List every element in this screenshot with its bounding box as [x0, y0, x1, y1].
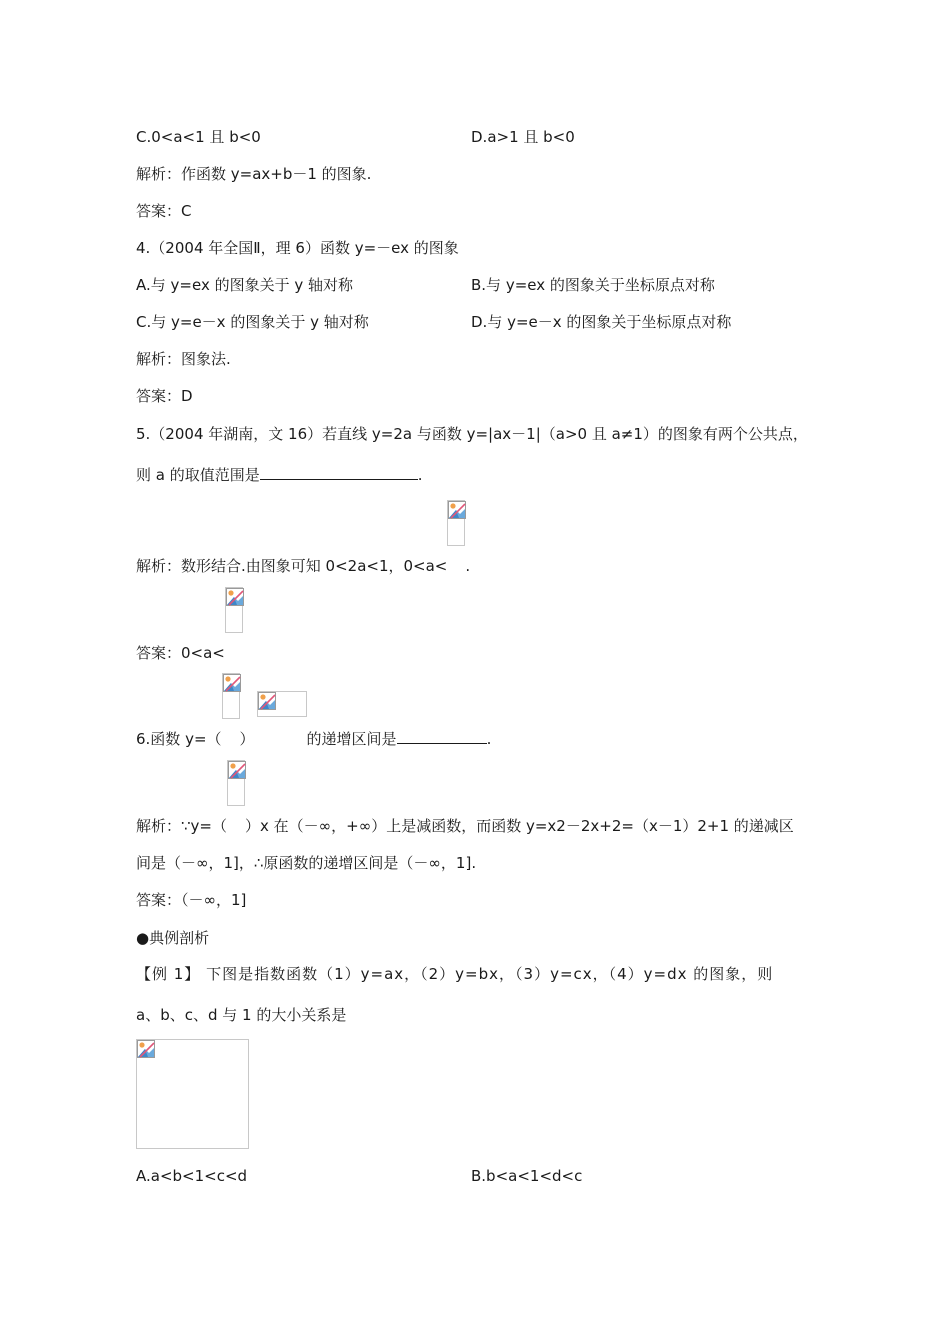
period: . — [465, 557, 471, 575]
analysis-q6-cont: 间是（－∞，1]，∴原函数的递增区间是（－∞，1]. — [136, 854, 477, 872]
option-b-q4: B.与 y=ex 的图象关于坐标原点对称 — [471, 276, 715, 294]
question-5-cont — [136, 465, 423, 485]
broken-image-icon — [223, 674, 241, 692]
exponent-image — [257, 691, 307, 717]
formula-image — [227, 760, 245, 806]
option-a-ex1: A.a<b<1<c<d — [136, 1167, 248, 1185]
example-1-cont: a、b、c、d 与 1 的大小关系是 — [136, 1006, 347, 1024]
answer-blank — [260, 465, 418, 480]
question-6 — [136, 673, 492, 748]
answer-q3: 答案：C — [136, 202, 192, 220]
question-5: 5.（2004 年湖南，文 16）若直线 y=2a 与函数 y=|ax－1|（a>0 且 a≠1）的图象有两个公共点， — [136, 425, 808, 443]
option-d-q4: D.与 y=e－x 的图象关于坐标原点对称 — [471, 313, 732, 331]
option-c-q4: C.与 y=e－x 的图象关于 y 轴对称 — [136, 313, 369, 331]
paren-close: ） — [239, 730, 255, 748]
analysis-q3: 解析：作函数 y=ax+b－1 的图象. — [136, 165, 372, 183]
analysis-q6-text-2: ）x 在（－∞，+∞）上是减函数，而函数 y=x2－2x+2=（x－1）2+1 的递减区 — [245, 817, 794, 835]
period: . — [486, 730, 492, 748]
question-4: 4.（2004 年全国Ⅱ，理 6）函数 y=－ex 的图象 — [136, 239, 459, 257]
formula-image — [225, 587, 243, 633]
formula-image — [447, 500, 465, 546]
example-1: 【例 1】 下图是指数函数（1）y=ax，（2）y=bx，（3）y=cx，（4）y=dx 的图象，则 — [136, 965, 774, 983]
analysis-q6 — [136, 760, 794, 835]
analysis-q5-text: 解析：数形结合.由图象可知 0<2a<1，0<a< — [136, 557, 448, 575]
broken-image-icon — [228, 761, 246, 779]
question-6-text-2: 的递增区间是 — [306, 730, 397, 748]
formula-image — [222, 673, 240, 719]
broken-image-icon — [448, 501, 466, 519]
broken-image-icon — [137, 1040, 155, 1058]
answer-q6: 答案：（－∞，1] — [136, 891, 247, 909]
option-d-q3: D.a>1 且 b<0 — [471, 128, 575, 146]
analysis-q5 — [136, 500, 471, 575]
answer-blank — [397, 729, 487, 744]
analysis-q6-text: 解析：∵y=（ — [136, 817, 227, 835]
period: . — [417, 466, 423, 484]
answer-q4: 答案：D — [136, 387, 193, 405]
answer-q5 — [136, 587, 243, 662]
question-6-text: 6.函数 y=（ — [136, 730, 222, 748]
section-heading: ●典例剖析 — [136, 929, 210, 947]
question-5-text: 则 a 的取值范围是 — [136, 466, 260, 484]
answer-q5-text: 答案：0<a< — [136, 644, 225, 662]
option-c-q3: C.0<a<1 且 b<0 — [136, 128, 261, 146]
exponential-graph-figure — [136, 1039, 249, 1149]
option-a-q4: A.与 y=ex 的图象关于 y 轴对称 — [136, 276, 354, 294]
analysis-q4: 解析：图象法. — [136, 350, 231, 368]
broken-image-icon — [226, 588, 244, 606]
option-b-ex1: B.b<a<1<d<c — [471, 1167, 583, 1185]
broken-image-icon — [258, 692, 276, 710]
